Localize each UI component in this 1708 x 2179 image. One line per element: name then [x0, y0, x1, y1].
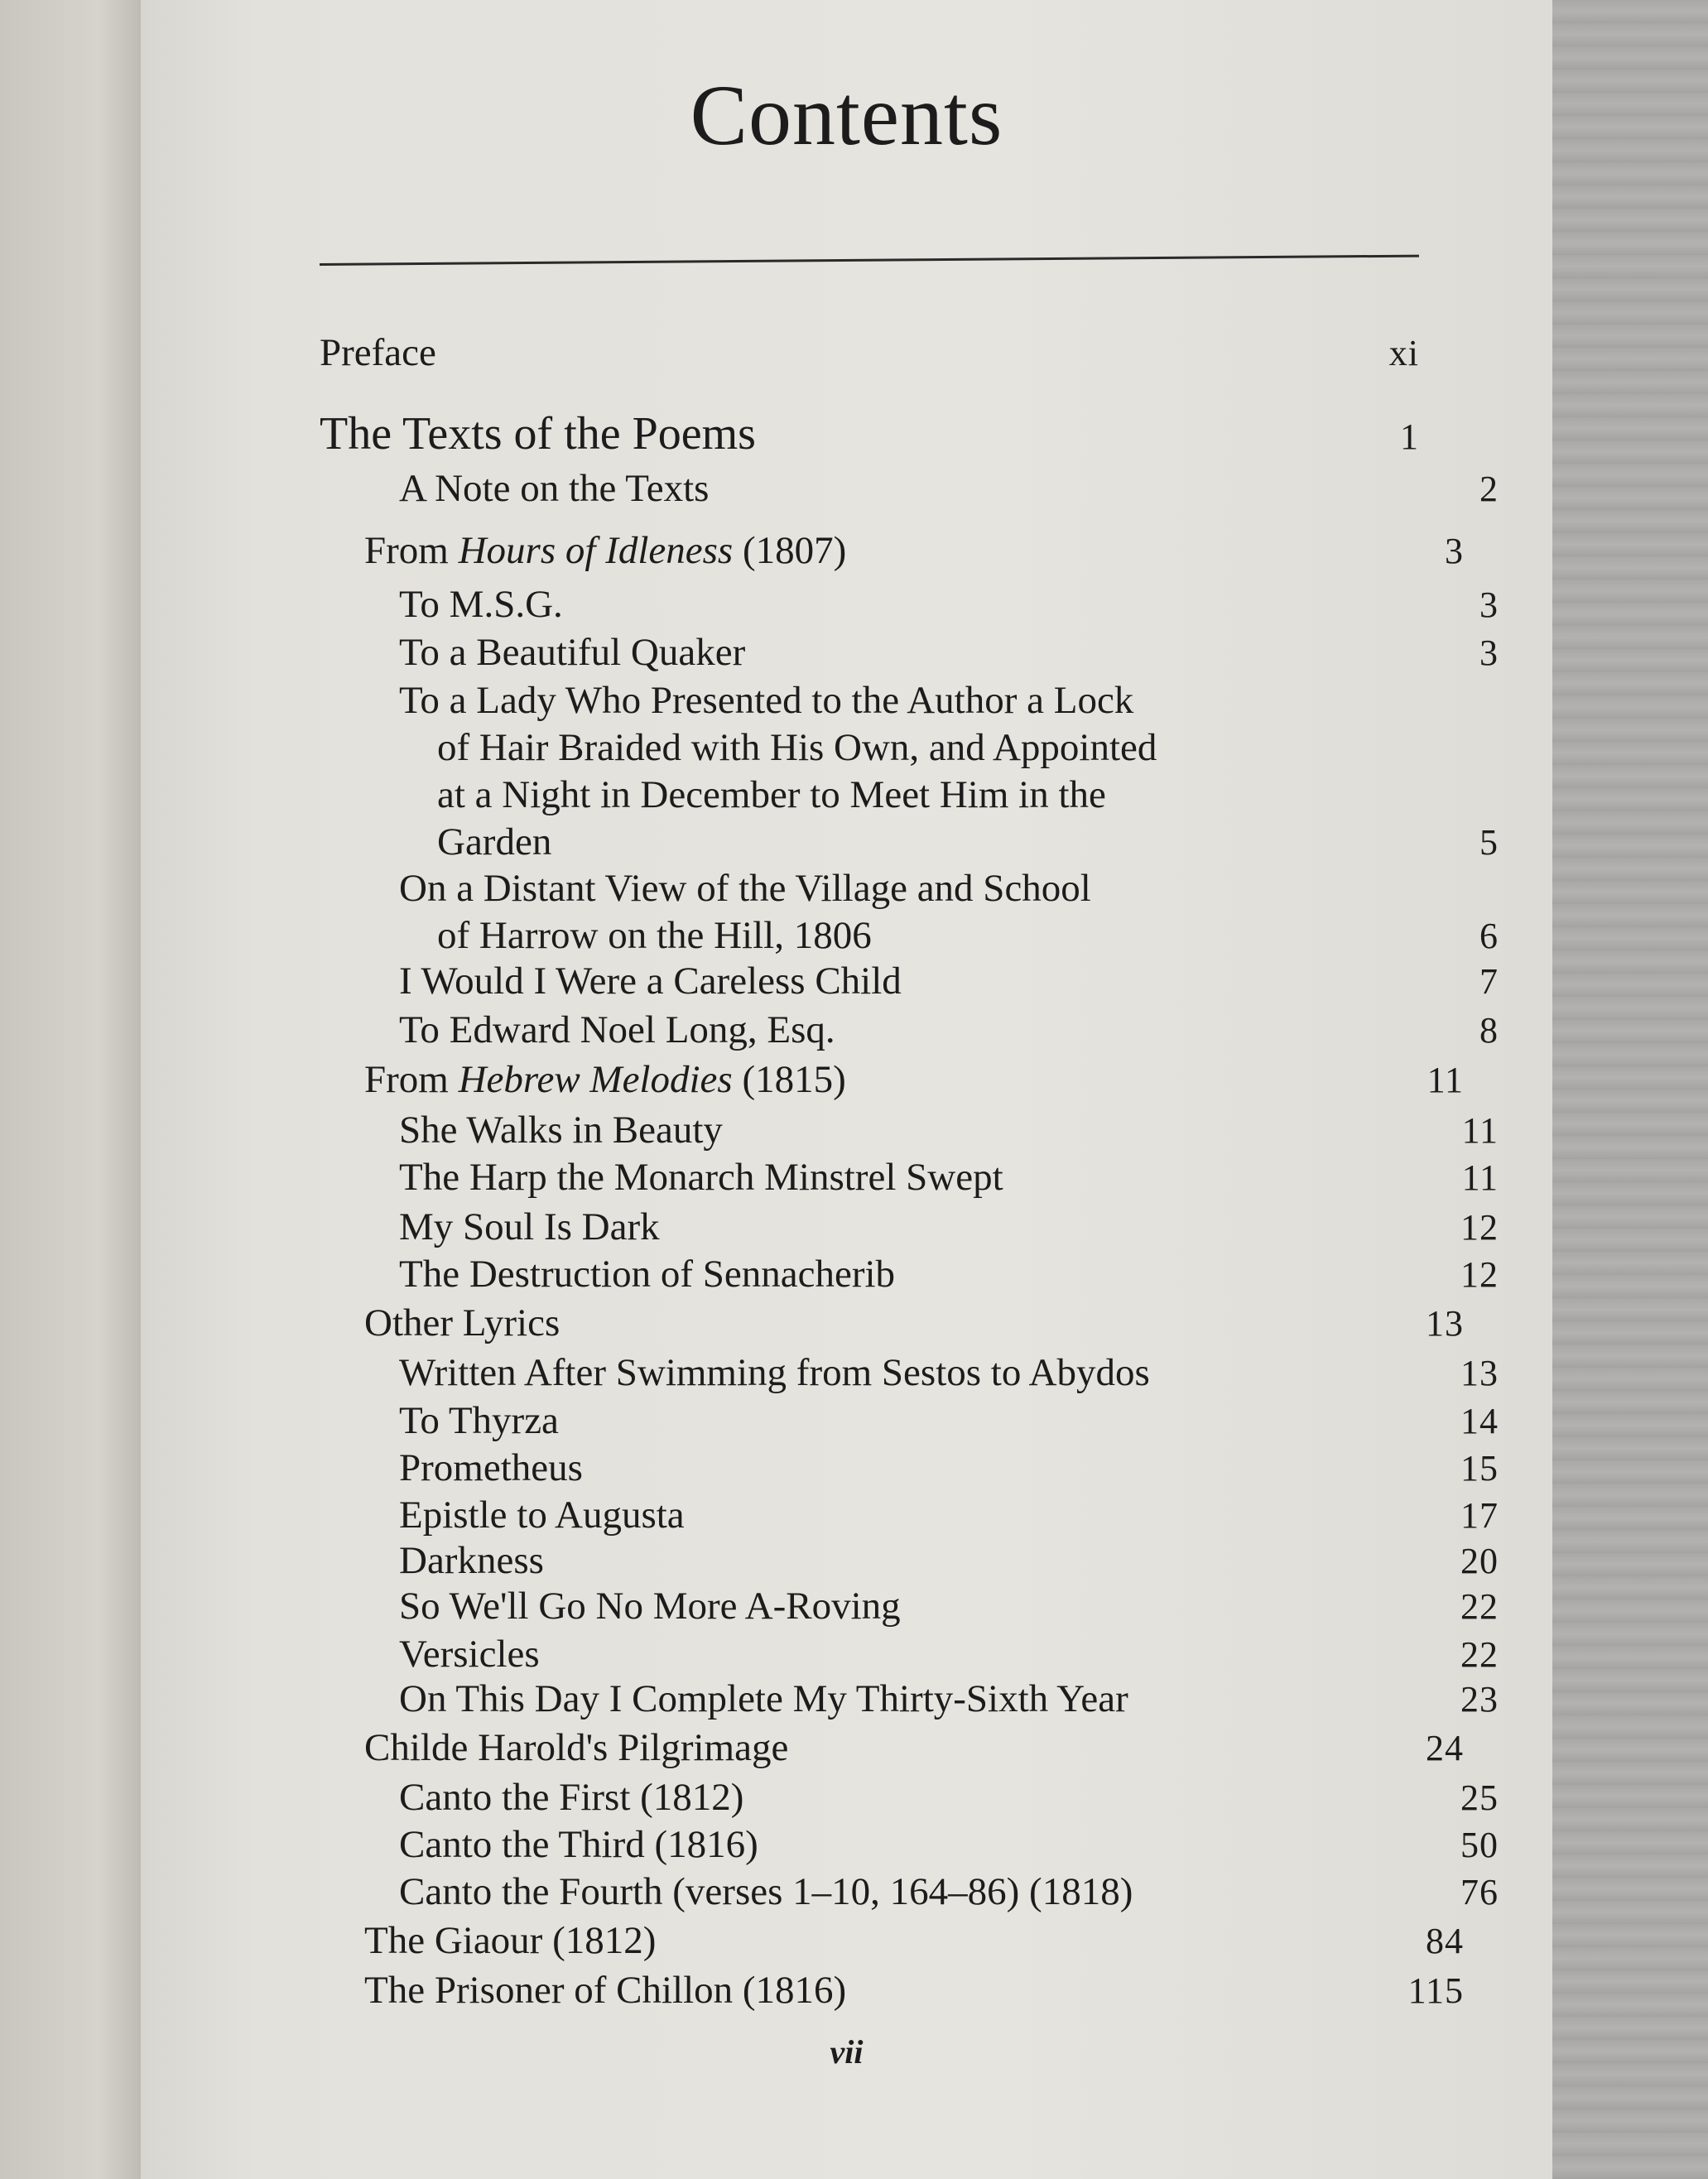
toc-entry: [320, 1492, 1499, 1539]
toc-entry: [320, 629, 1499, 676]
toc-entry-title: [364, 1058, 846, 1101]
toc-entry-title: Darkness: [399, 1539, 544, 1582]
toc-page-number: 5: [1479, 822, 1499, 863]
toc-entry-title: [399, 865, 1499, 960]
toc-entry-text: (1815): [732, 1058, 846, 1101]
toc-entry: [320, 408, 1419, 460]
toc-entry-title: Canto the Fourth (verses 1–10, 164–86) (1818): [399, 1870, 1133, 1913]
toc-entry-title: The Prisoner of Chillon (1816): [364, 1969, 847, 2012]
toc-entry-italic-title: Hours of Idleness: [458, 529, 734, 572]
toc-page-number: xi: [1388, 333, 1419, 373]
toc-entry-title: Epistle to Augusta: [399, 1494, 685, 1537]
toc-page-number: 2: [1479, 469, 1499, 509]
book-page: [141, 0, 1552, 2179]
toc-entry: [320, 1917, 1464, 1965]
toc-entry-title: To Thyrza: [399, 1399, 559, 1442]
toc-entry: [320, 1397, 1499, 1445]
toc-entry: [320, 1204, 1499, 1251]
toc-entry: [320, 1445, 1499, 1492]
toc-entry-title: Prometheus: [399, 1446, 583, 1489]
toc-page-number: 76: [1460, 1872, 1499, 1912]
toc-entry: [320, 1869, 1499, 1916]
toc-entry: [320, 1300, 1464, 1347]
toc-entry: [320, 1821, 1499, 1869]
toc-page-number: 11: [1461, 1110, 1499, 1151]
toc-entry-title: [399, 677, 1499, 866]
toc-entry: [320, 1583, 1499, 1630]
toc-entry-line: Garden: [437, 820, 552, 863]
toc-entry-title: The Texts of the Poems: [320, 408, 756, 459]
toc-entry: [320, 1154, 1499, 1201]
toc-page-number: 13: [1460, 1353, 1499, 1393]
toc-entry-title: So We'll Go No More A-Roving: [399, 1585, 901, 1628]
toc-entry: [320, 1724, 1464, 1772]
toc-page-number: 115: [1407, 1970, 1464, 2011]
toc-page-number: 6: [1479, 916, 1499, 956]
background-surface: [1548, 0, 1708, 2179]
toc-entry-title: Canto the Third (1816): [399, 1823, 758, 1866]
toc-entry-title: Versicles: [399, 1633, 540, 1676]
toc-entry-title: She Walks in Beauty: [399, 1109, 723, 1152]
toc-page-number: 3: [1479, 633, 1499, 673]
toc-entry-title: To a Beautiful Quaker: [399, 631, 746, 674]
toc-page-number: 23: [1460, 1679, 1499, 1720]
toc-entry-line: at a Night in December to Meet Him in the: [437, 773, 1106, 816]
toc-entry-text: From: [364, 529, 459, 572]
toc-entry: [320, 958, 1499, 1005]
page-title: Contents: [690, 68, 1003, 163]
toc-entry: [320, 1056, 1464, 1104]
toc-page-number: 3: [1479, 584, 1499, 625]
toc-page-number: 11: [1427, 1060, 1464, 1100]
toc-page-number: 7: [1479, 961, 1499, 1002]
toc-entry: [320, 527, 1464, 575]
toc-entry-title: To Edward Noel Long, Esq.: [399, 1008, 835, 1051]
toc-entry: [320, 1251, 1499, 1298]
toc-entry-title: The Harp the Monarch Minstrel Swept: [399, 1156, 1003, 1199]
toc-entry-title: Canto the First (1812): [399, 1776, 744, 1819]
toc-entry-line: of Harrow on the Hill, 1806: [437, 914, 872, 957]
toc-entry-line: On a Distant View of the Village and School: [399, 867, 1091, 910]
toc-page-number: 17: [1460, 1495, 1499, 1536]
toc-page-number: 1: [1400, 416, 1419, 457]
toc-entry-line: of Hair Braided with His Own, and Appointed: [437, 726, 1157, 769]
toc-entry: [320, 581, 1499, 628]
toc-entry-title: Other Lyrics: [364, 1301, 561, 1344]
toc-entry: [320, 1349, 1499, 1397]
toc-entry-title: I Would I Were a Careless Child: [399, 960, 902, 1003]
toc-page-number: 15: [1460, 1448, 1499, 1489]
toc-page-number: 12: [1460, 1207, 1499, 1248]
toc-page-number: 8: [1479, 1010, 1499, 1051]
toc-entry: [320, 1631, 1499, 1678]
toc-entry-title: My Soul Is Dark: [399, 1205, 660, 1248]
toc-entry-title: Preface: [320, 331, 436, 374]
toc-page-number: 24: [1426, 1728, 1464, 1768]
toc-entry-title: The Giaour (1812): [364, 1919, 657, 1962]
toc-page-number: 22: [1460, 1634, 1499, 1675]
toc-page-number: 25: [1460, 1777, 1499, 1818]
toc-page-number: 50: [1460, 1825, 1499, 1865]
toc-entry: [320, 1774, 1499, 1821]
toc-entry-title: Written After Swimming from Sestos to Abydos: [399, 1351, 1150, 1394]
toc-entry: [320, 1007, 1499, 1054]
toc-entry: [320, 329, 1419, 377]
toc-page-number: 3: [1445, 531, 1464, 571]
title-rule: [320, 255, 1419, 266]
toc-page-number: 20: [1460, 1541, 1499, 1581]
toc-entry-title: A Note on the Texts: [399, 467, 710, 510]
toc-entry: [320, 677, 1499, 866]
toc-entry-line: To a Lady Who Presented to the Author a Lock: [399, 679, 1134, 722]
book-gutter: [0, 0, 141, 2179]
toc-entry-text: From: [364, 1058, 459, 1101]
toc-page-number: 13: [1426, 1303, 1464, 1344]
toc-entry-text: (1807): [733, 529, 847, 572]
toc-entry: [320, 865, 1499, 960]
toc-page-number: 11: [1461, 1157, 1499, 1198]
toc-entry-title: [364, 529, 846, 572]
toc-entry-title: On This Day I Complete My Thirty-Sixth Year: [399, 1677, 1128, 1720]
toc-entry: [320, 465, 1499, 512]
toc-entry-title: Childe Harold's Pilgrimage: [364, 1726, 789, 1769]
toc-page-number: 14: [1460, 1401, 1499, 1441]
toc-entry-title: The Destruction of Sennacherib: [399, 1253, 896, 1296]
toc-entry: [320, 1967, 1464, 2014]
toc-page-number: 84: [1426, 1921, 1464, 1961]
toc-entry: [320, 1537, 1499, 1585]
toc-page-number: 12: [1460, 1254, 1499, 1295]
toc-entry: [320, 1676, 1499, 1723]
toc-page-number: 22: [1460, 1586, 1499, 1627]
toc-entry-title: To M.S.G.: [399, 583, 563, 626]
toc-entry: [320, 1107, 1499, 1154]
page-number-folio: vii: [830, 2033, 864, 2071]
toc-entry-italic-title: Hebrew Melodies: [458, 1058, 733, 1101]
